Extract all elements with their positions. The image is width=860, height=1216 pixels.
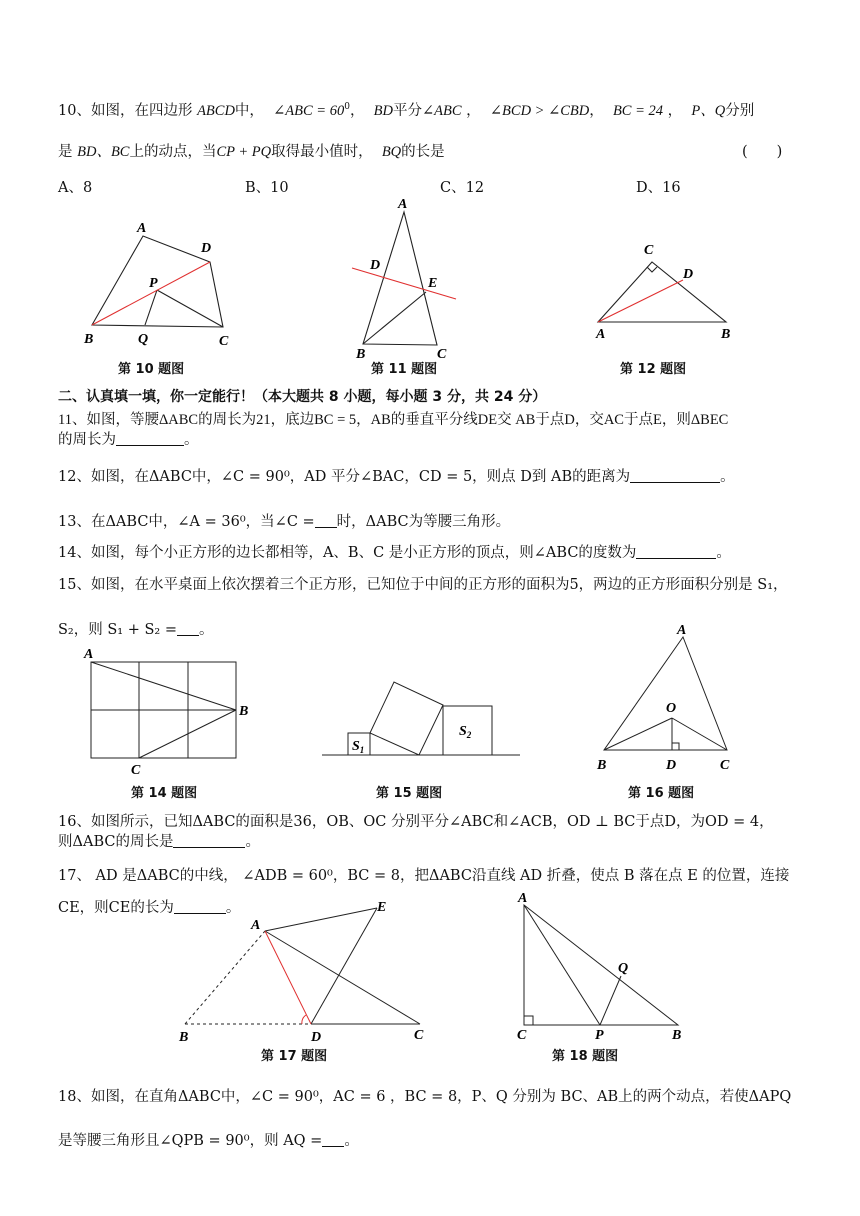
q13-text: 时，ΔABC为等腰三角形。 (336, 514, 511, 530)
caption-fig11: 第 11 题图 (371, 362, 438, 377)
q15-line1 (58, 575, 820, 595)
q17-line2 (58, 898, 820, 918)
degree-mark: 0 (344, 102, 350, 112)
q13-line (58, 512, 820, 532)
f11-label-e: E (428, 276, 438, 291)
q11-line2 (58, 430, 820, 450)
period: 。 (245, 834, 260, 850)
f14-label-a: A (84, 647, 94, 662)
caption-fig10: 第 10 题图 (118, 362, 185, 377)
f11-label-c: C (437, 347, 447, 362)
answer-blank[interactable] (322, 1132, 344, 1147)
period: 。 (184, 432, 199, 448)
q10-pq: P、Q (691, 102, 726, 119)
q17-text: 17、 AD 是ΔABC的中线， ∠ADB = 60⁰，BC = 8，把ΔABC沿直线 AD 折叠，使点 B 落在点 E 的位置，连接 (58, 868, 790, 884)
q17-line1 (58, 866, 820, 886)
f17-label-b: B (179, 1030, 189, 1045)
f17-label-c: C (414, 1028, 424, 1043)
option-b: B、10 (245, 180, 289, 196)
q11-text: 11、如图，等腰ΔABC的周长为21，底边BC = 5，AB的垂直平分线DE交 AB于点D，交AC于点E，则ΔBEC (58, 412, 729, 428)
q18-line1 (58, 1087, 820, 1107)
f18-label-q: Q (618, 961, 629, 976)
f10-label-a: A (137, 221, 147, 236)
option-c: C、12 (440, 180, 485, 196)
caption-fig18: 第 18 题图 (552, 1049, 619, 1064)
f14-label-c: C (131, 763, 141, 778)
answer-blank[interactable] (636, 544, 716, 559)
f16-label-b: B (597, 758, 607, 773)
option-a: A、8 (58, 180, 93, 196)
q16-text: 则ΔABC的周长是 (58, 834, 174, 850)
f17-label-d: D (311, 1030, 322, 1045)
period: 。 (344, 1133, 359, 1149)
f18-label-b: B (672, 1028, 682, 1043)
q10-text: 是 (58, 144, 73, 160)
q10-text: 中， (234, 102, 264, 119)
q10-text: 取得最小值时， (271, 144, 373, 160)
q10-text: 的长是 (401, 144, 445, 160)
q15-text: 15、如图，在水平桌面上依次摆着三个正方形，已知位于中间的正方形的面积为5，两边的正方形面积分别是 S₁， (58, 577, 788, 593)
q11-line1 (58, 410, 820, 430)
q12-line (58, 467, 820, 487)
q10-angle: ∠ABC = 60 (273, 102, 345, 119)
q10-text: 上的动点，当 (129, 144, 217, 160)
answer-paren: ( ) (742, 144, 783, 160)
f16-label-a: A (677, 623, 687, 638)
answer-blank[interactable] (174, 899, 226, 914)
f10-label-q: Q (138, 332, 149, 347)
caption-fig14: 第 14 题图 (131, 786, 198, 801)
f15-label-s1: $S_1$ (352, 739, 365, 755)
period: 。 (716, 545, 731, 561)
q10-text: BD、BC (77, 144, 130, 160)
f18-label-p: P (595, 1028, 604, 1043)
caption-fig17: 第 17 题图 (261, 1049, 328, 1064)
q11-text: 的周长为 (58, 432, 116, 448)
q10-text: BQ (381, 144, 402, 160)
f18-label-a: A (518, 891, 528, 906)
q10-text: 分别 (725, 102, 755, 119)
f16-label-o: O (666, 701, 677, 716)
q12-text: 12、如图，在ΔABC中，∠C = 90⁰，AD 平分∠BAC，CD = 5，则点 D到 AB的距离为 (58, 469, 631, 485)
f17-label-e: E (377, 900, 387, 915)
q10-bisect: ∠ABC (422, 102, 462, 119)
q16-text: 16、如图所示，已知ΔABC的面积是36，OB、OC 分别平分∠ABC和∠ACB，OD ⊥ BC于点D，为OD = 4， (58, 814, 774, 830)
answer-blank[interactable] (630, 468, 720, 483)
q16-line1 (58, 812, 820, 832)
f10-label-c: C (219, 334, 229, 349)
q15-line2 (58, 620, 820, 640)
f10-label-d: D (201, 241, 212, 256)
caption-fig12: 第 12 题图 (620, 362, 687, 377)
q17-text: CE，则CE的长为 (58, 900, 174, 916)
f11-label-b: B (356, 347, 366, 362)
q10-bc: BC = 24 (612, 102, 664, 119)
f12-label-b: B (721, 327, 731, 342)
caption-fig15: 第 15 题图 (376, 786, 443, 801)
f10-label-p: P (149, 276, 158, 291)
f17-label-a: A (251, 918, 261, 933)
q18-text: 是等腰三角形且∠QPB = 90⁰，则 AQ = (58, 1133, 323, 1149)
q10-text: 10、如图，在四边形 (58, 102, 193, 119)
q15-text: S₂，则 S₁ + S₂ = (58, 622, 177, 638)
q18-text: 18、如图，在直角ΔABC中，∠C = 90⁰，AC = 6 ，BC = 8，P、Q 分别为 BC、AB上的两个动点，若使ΔAPQ (58, 1089, 792, 1105)
period: 。 (198, 622, 214, 638)
q14-text: 14、如图，每个小正方形的边长都相等，A、B、C 是小正方形的顶点，则∠ABC的度数为 (58, 545, 637, 561)
section-2-heading: 二、认真填一填，你一定能行！（本大题共 8 小题，每小题 3 分，共 24 分） (58, 389, 547, 405)
f15-label-s2: $S_2$ (459, 724, 472, 740)
f16-label-c: C (720, 758, 730, 773)
q13-text: 13、在ΔABC中，∠A = 36⁰，当∠C = (58, 514, 315, 530)
answer-blank[interactable] (177, 621, 199, 636)
q18-line2 (58, 1131, 820, 1151)
q16-line2 (58, 832, 820, 852)
f12-label-c: C (644, 243, 654, 258)
answer-blank[interactable] (315, 513, 337, 528)
q14-line (58, 543, 820, 563)
q10-quad: ABCD (197, 102, 235, 119)
q10-text: 平分 (393, 102, 423, 119)
q10-line1: 10、如图，在四边形 ABCD中， ∠ABC = $60^0$， BD平分∠ABC ， ∠BCD > ∠CBD， BC = 24 ， P、Q分别 (58, 102, 755, 119)
f14-label-b: B (239, 704, 249, 719)
f12-label-d: D (683, 267, 694, 282)
f18-label-c: C (517, 1028, 527, 1043)
f11-label-a: A (398, 197, 408, 212)
q10-bd: BD (373, 102, 394, 119)
period: 。 (720, 469, 735, 485)
period: 。 (225, 900, 241, 916)
option-d: D、16 (636, 180, 681, 196)
f12-label-a: A (596, 327, 606, 342)
answer-blank[interactable] (173, 833, 245, 848)
q10-text: CP + PQ (216, 144, 272, 160)
caption-fig16: 第 16 题图 (628, 786, 695, 801)
q10-ineq: ∠BCD > ∠CBD (489, 102, 590, 119)
f11-label-d: D (370, 258, 381, 273)
f16-label-d: D (666, 758, 677, 773)
f10-label-b: B (84, 332, 94, 347)
answer-blank[interactable] (116, 431, 184, 446)
